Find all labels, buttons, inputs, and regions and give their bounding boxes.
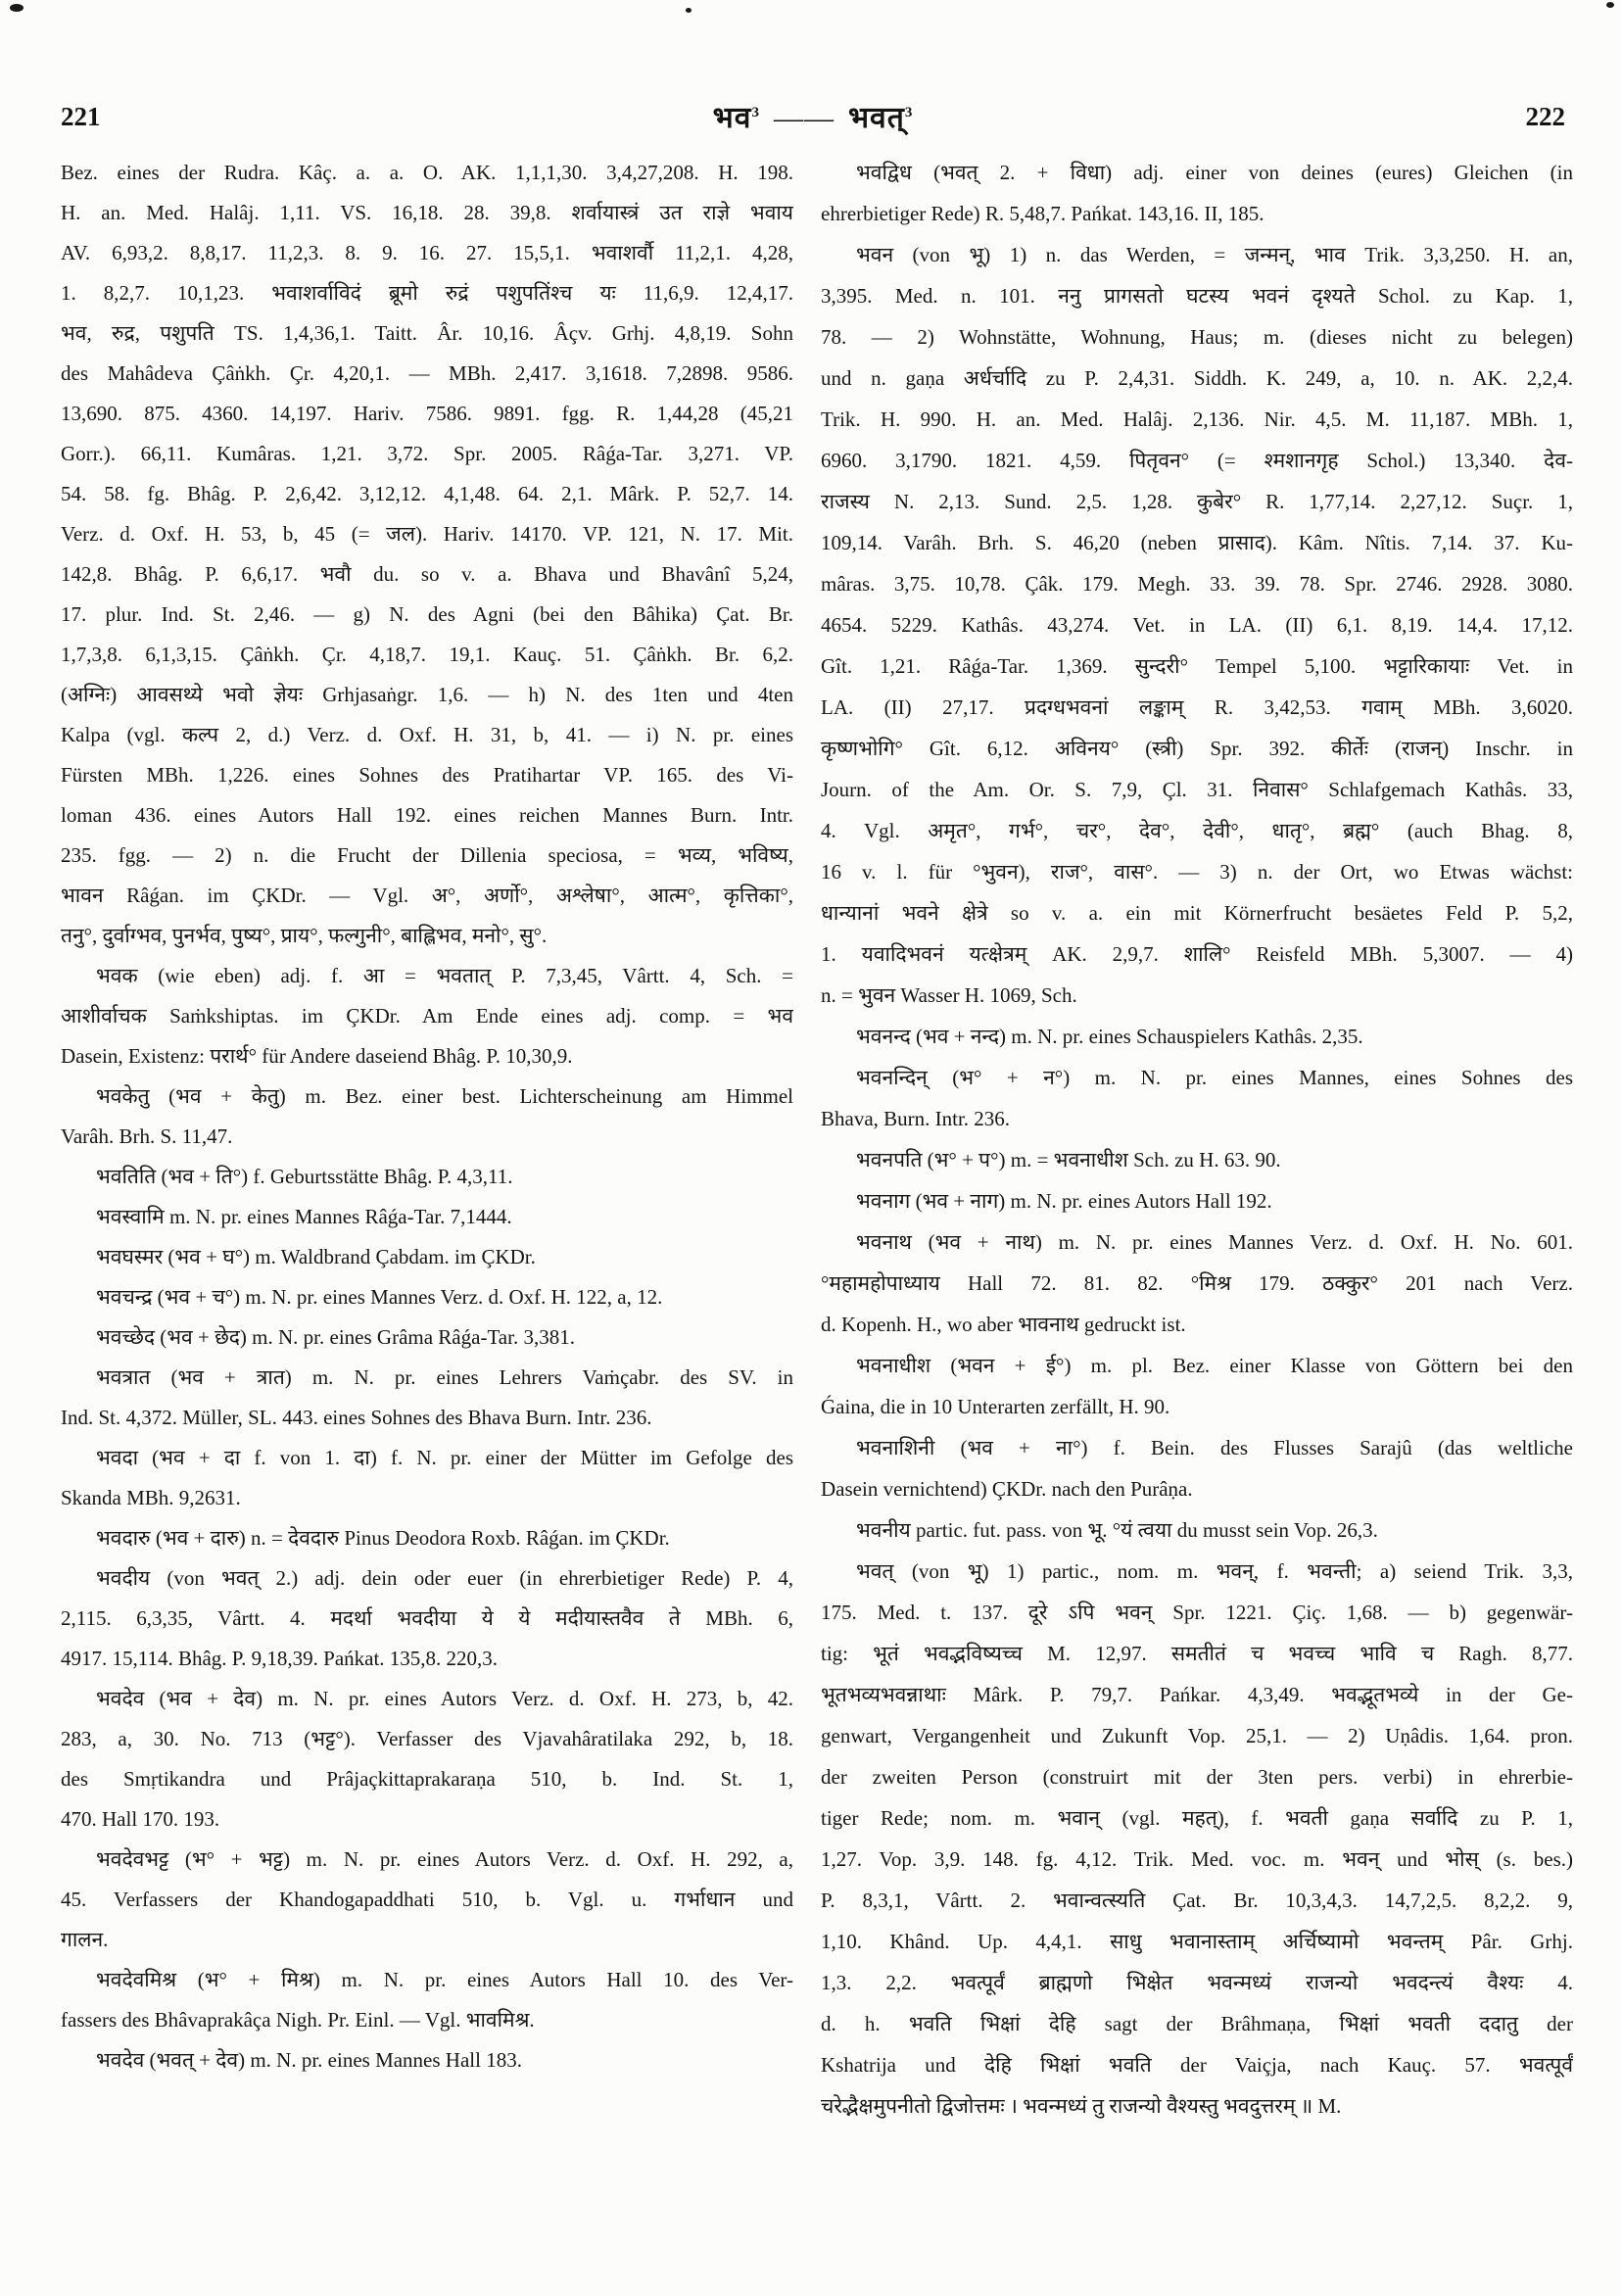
running-head-accent: 3 xyxy=(904,105,914,120)
scan-noise-speck xyxy=(10,4,24,12)
text-line: mâras. 3,75. 10,78. Çâk. 179. Megh. 33. 39. 78. Spr. 2746. 2928. 3080. xyxy=(821,572,1573,596)
text-line: भवघस्मर (भव + घ°) m. Waldbrand Çabdam. im ÇKDr. xyxy=(96,1245,536,1268)
text-line: 78. — 2) Wohnstätte, Wohnung, Haus; m. (dieses nicht zu belegen) xyxy=(821,325,1573,349)
text-line: 3,395. Med. n. 101. ननु प्रागसतो घटस्य भवनं दृश्यते Schol. zu Kap. 1, xyxy=(821,284,1573,308)
text-line: भवदारु (भव + दारु) n. = देवदारु Pinus Deodora Roxb. Râǵan. im ÇKDr. xyxy=(96,1526,670,1550)
text-line: भवद्विध (भवत् 2. + विधा) adj. einer von deines (eures) Gleichen (in xyxy=(856,161,1573,184)
text-line: 1,7,3,8. 6,1,3,15. Çâṅkh. Çr. 4,18,7. 19,1. Kauç. 51. Çâṅkh. Br. 6,2. xyxy=(61,643,793,666)
text-line: (अग्निः) आवसथ्ये भवो ज्ञेयः Grhjasaṅgr. 1,6. — h) N. des 1ten und 4ten xyxy=(61,683,793,706)
text-line: भवतिति (भव + ति°) f. Geburtsstätte Bhâg. P. 4,3,11. xyxy=(96,1165,513,1188)
text-line: Skanda MBh. 9,2631. xyxy=(61,1486,241,1509)
text-line: des Mahâdeva Çâṅkh. Çr. 4,20,1. — MBh. 2,417. 3,1618. 7,2898. 9586. xyxy=(61,361,793,385)
text-line: 4654. 5229. Kathâs. 43,274. Vet. in LA. (II) 6,1. 8,19. 14,4. 17,12. xyxy=(821,613,1573,637)
text-line: भवदेव (भव + देव) m. N. pr. eines Autors Verz. d. Oxf. H. 273, b, 42. xyxy=(96,1687,793,1710)
text-line: Bhava, Burn. Intr. 236. xyxy=(821,1107,1011,1130)
text-line: भवस्वामि m. N. pr. eines Mannes Râǵa-Tar. 7,1444. xyxy=(96,1205,512,1228)
page-number-right: 222 xyxy=(1525,102,1565,131)
running-head-accent: 3 xyxy=(751,105,760,120)
text-line: 1. 8,2,7. 10,1,23. भवाशर्वाविदं ब्रूमो रुद्रं पशुपतिंश्च यः 11,6,9. 12,4,17. xyxy=(61,281,793,305)
text-line: 4917. 15,114. Bhâg. P. 9,18,39. Pańkat. 135,8. 220,3. xyxy=(61,1647,499,1670)
scan-noise-speck xyxy=(1606,2,1614,8)
text-line: AV. 6,93,2. 8,8,17. 11,2,3. 8. 9. 16. 27. 15,5,1. भवाशर्वौ 11,2,1. 4,28, xyxy=(61,241,793,264)
text-line: भवदेव (भवत् + देव) m. N. pr. eines Mannes Hall 183. xyxy=(96,2048,522,2072)
text-line: भवदेवभट्ट (भ° + भट्ट) m. N. pr. eines Autors Verz. d. Oxf. H. 292, a, xyxy=(96,1847,793,1871)
text-line: Fürsten MBh. 1,226. eines Sohnes des Pratihartar VP. 165. des Vi- xyxy=(61,763,793,787)
text-line: Kalpa (vgl. कल्प 2, d.) Verz. d. Oxf. H. 31, b, 41. — i) N. pr. eines xyxy=(61,723,793,746)
text-line: 4. Vgl. अमृत°, गर्भ°, चर°, देव°, देवी°, धातृ°, ब्रह्म° (auch Bhag. 8, xyxy=(821,819,1573,842)
text-line: 1,3. 2,2. भवत्पूर्वं ब्राह्मणो भिक्षेत भवन्मध्यं राजन्यो भवदन्त्यं वैश्यः 4. xyxy=(821,1971,1573,1994)
text-line: 17. plur. Ind. St. 2,46. — g) N. des Agni (bei den Bâhika) Çat. Br. xyxy=(61,602,793,626)
text-line: 1,10. Khând. Up. 4,4,1. साधु भवानास्ताम् अर्चिष्यामो भवन्तम् Pâr. Grhj. xyxy=(821,1930,1573,1953)
text-line: 13,690. 875. 4360. 14,197. Hariv. 7586. 9891. fgg. R. 1,44,28 (45,21 xyxy=(61,402,793,425)
page-number-left: 221 xyxy=(61,102,101,131)
text-line: der zweiten Person (construirt mit der 3ten pers. verbi) in ehrerbie- xyxy=(821,1765,1573,1789)
text-line: d. h. भवति भिक्षां देहि sagt der Brâhmaṇa, भिक्षां भवती ददातु der xyxy=(821,2012,1573,2035)
text-line: Dasein, Existenz: परार्थ° für Andere daseiend Bhâg. P. 10,30,9. xyxy=(61,1044,573,1068)
text-line: 142,8. Bhâg. P. 6,6,17. भवौ du. so v. a. Bhava und Bhavânî 5,24, xyxy=(61,562,793,586)
text-line: Bez. eines der Rudra. Kâç. a. a. O. AK. 1,1,1,30. 3,4,27,208. H. 198. xyxy=(61,161,793,184)
text-line: fassers des Bhâvaprakâça Nigh. Pr. Einl. — Vgl. भावमिश्र. xyxy=(61,2008,535,2032)
text-line: 1,27. Vop. 3,9. 148. fg. 4,12. Trik. Med. voc. m. भवन् und भोस् (s. bes.) xyxy=(821,1847,1573,1871)
text-line: 175. Med. t. 137. दूरे ऽपि भवन् Spr. 1221. Çiç. 1,68. — b) gegenwär- xyxy=(821,1601,1573,1624)
text-line: भूतभव्यभवन्नाथाः Mârk. P. 79,7. Pańkar. 4,3,49. भवद्भूतभव्ये in der Ge- xyxy=(821,1683,1573,1706)
text-line: genwart, Vergangenheit und Zukunft Vop. 25,1. — 2) Uṇâdis. 1,64. pron. xyxy=(821,1724,1573,1747)
running-head-word-last: भवत् xyxy=(847,102,905,134)
text-line: des Smṛtikandra und Prâjaçkittaprakaraṇa 510, b. Ind. St. 1, xyxy=(61,1767,793,1791)
text-line: Kshatrija und देहि भिक्षां भवति der Vaiçja, nach Kauç. 57. भवत्पूर्वं xyxy=(821,2053,1573,2077)
running-head-word-first: भव xyxy=(712,102,752,134)
text-column-right xyxy=(821,153,1573,2128)
text-line: भवनन्दिन् (भ° + न°) m. N. pr. eines Mannes, eines Sohnes des xyxy=(856,1066,1573,1089)
text-line: भवत्रात (भव + त्रात) m. N. pr. eines Lehrers Vaṁçabr. des SV. in xyxy=(96,1365,793,1389)
text-line: ehrerbietiger Rede) R. 5,48,7. Pańkat. 143,16. II, 185. xyxy=(821,202,1264,225)
text-line: 235. fgg. — 2) n. die Frucht der Dillenia speciosa, = भव्य, भविष्य, xyxy=(61,843,793,867)
text-line: Verz. d. Oxf. H. 53, b, 45 (= जल). Hariv. 14170. VP. 121, N. 17. Mit. xyxy=(61,522,793,546)
text-line: 109,14. Varâh. Brh. S. 46,20 (neben प्रासाद). Kâm. Nîtis. 7,14. 37. Ku- xyxy=(821,531,1573,554)
text-line: 2,115. 6,3,35, Vârtt. 4. मदर्था भवदीया ये ये मदीयास्तवैव ते MBh. 6, xyxy=(61,1606,793,1630)
text-line: loman 436. eines Autors Hall 192. eines reichen Mannes Burn. Intr. xyxy=(61,803,793,827)
text-line: n. = भुवन Wasser H. 1069, Sch. xyxy=(821,983,1077,1007)
text-line: भवनीय partic. fut. pass. von भू. °यं त्वया du musst sein Vop. 26,3. xyxy=(856,1518,1378,1542)
text-line: 6960. 3,1790. 1821. 4,59. पितृवन° (= श्मशानगृह Schol.) 13,340. देव- xyxy=(821,449,1573,472)
text-line: °महामहोपाध्याय Hall 72. 81. 82. °मिश्र 179. ठक्कुर° 201 nach Verz. xyxy=(821,1271,1573,1295)
text-line: भवदीय (von भवत् 2.) adj. dein oder euer (in ehrerbietiger Rede) P. 4, xyxy=(96,1566,793,1590)
text-line: 16 v. l. für °भुवन), राज°, वास°. — 3) n. der Ort, wo Etwas wächst: xyxy=(821,860,1573,884)
text-line: भवत् (von भू) 1) partic., nom. m. भवन्, f. भवन्ती; a) seiend Trik. 3,3, xyxy=(856,1559,1573,1583)
text-column-left xyxy=(61,153,793,2081)
running-head xyxy=(61,96,1565,136)
text-line: राजस्य N. 2,13. Sund. 2,5. 1,28. कुबेर° R. 1,77,14. 2,27,12. Suçr. 1, xyxy=(821,490,1573,513)
text-line: Gorr.). 66,11. Kumâras. 1,21. 3,72. Spr. 2005. Râǵa-Tar. 3,271. VP. xyxy=(61,442,793,465)
text-line: und n. gaṇa अर्धर्चादि zu P. 2,4,31. Siddh. K. 249, a, 10. n. AK. 2,2,4. xyxy=(821,366,1573,390)
text-line: Trik. H. 990. H. an. Med. Halâj. 2,136. Nir. 4,5. M. 11,187. MBh. 1, xyxy=(821,407,1573,431)
scan-noise-speck xyxy=(686,8,692,13)
text-line: 1. यवादिभवनं यत्क्षेत्रम् AK. 2,9,7. शालि° Reisfeld MBh. 5,3007. — 4) xyxy=(821,942,1573,966)
text-line: भवचन्द्र (भव + च°) m. N. pr. eines Mannes Verz. d. Oxf. H. 122, a, 12. xyxy=(96,1285,663,1309)
text-line: भव, रुद्र, पशुपति TS. 1,4,36,1. Taitt. Âr. 10,16. Âçv. Grhj. 4,8,19. Sohn xyxy=(61,321,793,345)
text-line: भवक (wie eben) adj. f. आ = भवतात् P. 7,3,45, Vârtt. 4, Sch. = xyxy=(96,964,793,987)
text-line: tiger Rede; nom. m. भवान् (vgl. महत्), f. भवती gaṇa सर्वादि zu P. 1, xyxy=(821,1806,1573,1830)
text-line: धान्यानां भवने क्षेत्रे so v. a. ein mit Körnerfrucht besäetes Feld P. 5,2, xyxy=(821,901,1573,925)
text-line: भवनाशिनी (भव + ना°) f. Bein. des Flusses Sarajû (das weltliche xyxy=(856,1436,1573,1459)
text-line: आशीर्वाचक Saṁkshiptas. im ÇKDr. Am Ende eines adj. comp. = भव xyxy=(61,1004,793,1028)
text-line: 54. 58. fg. Bhâg. P. 2,6,42. 3,12,12. 4,1,48. 64. 2,1. Mârk. P. 52,7. 14. xyxy=(61,482,793,505)
text-line: भावन Râǵan. im ÇKDr. — Vgl. अ°, अर्णो°, अश्लेषा°, आत्म°, कृत्तिका°, xyxy=(61,884,793,907)
text-line: भवदेवमिश्र (भ° + मिश्र) m. N. pr. eines Autors Hall 10. des Ver- xyxy=(96,1968,793,1991)
text-line: तनु°, दुर्वाग्भव, पुनर्भव, पुष्य°, प्राय°, फल्गुनी°, बाह्लिभव, मनो°, सु°. xyxy=(61,924,548,947)
text-line: Varâh. Brh. S. 11,47. xyxy=(61,1124,233,1148)
text-line: H. an. Med. Halâj. 1,11. VS. 16,18. 28. 39,8. शर्वायास्त्रं उत राज्ञे भवाय xyxy=(61,201,793,224)
text-line: भवनन्द (भव + नन्द) m. N. pr. eines Schauspielers Kathâs. 2,35. xyxy=(856,1025,1363,1048)
text-line: Ind. St. 4,372. Müller, SL. 443. eines Sohnes des Bhava Burn. Intr. 236. xyxy=(61,1406,652,1429)
text-line: भवनाग (भव + नाग) m. N. pr. eines Autors Hall 192. xyxy=(856,1189,1272,1213)
text-line: tig: भूतं भवद्भविष्यच्च M. 12,97. समतीतं च भवच्च भावि च Ragh. 8,77. xyxy=(821,1642,1573,1665)
page-header xyxy=(61,96,1565,139)
text-line: Journ. of the Am. Or. S. 7,9, Çl. 31. निवास° Schlafgemach Kathâs. 33, xyxy=(821,778,1573,801)
text-line: चरेद्भैक्षमुपनीतो द्विजोत्तमः । भवन्मध्यं तु राजन्यो वैश्यस्तु भवदुत्तरम् ॥ M. xyxy=(821,2094,1342,2118)
text-line: 283, a, 30. No. 713 (भट्ट°). Verfasser des Vjavahâratilaka 292, b, 18. xyxy=(61,1727,793,1750)
text-line: भवकेतु (भव + केतु) m. Bez. einer best. Lichterscheinung am Himmel xyxy=(96,1084,793,1108)
running-head-dash: —— xyxy=(773,102,835,134)
text-line: भवनाथ (भव + नाथ) m. N. pr. eines Mannes Verz. d. Oxf. H. No. 601. xyxy=(856,1230,1573,1254)
text-line: Dasein vernichtend) ÇKDr. nach den Purâṇa. xyxy=(821,1477,1193,1501)
text-line: भवदा (भव + दा f. von 1. दा) f. N. pr. einer der Mütter im Gefolge des xyxy=(96,1446,793,1469)
text-line: भवच्छेद (भव + छेद) m. N. pr. eines Grâma Râǵa-Tar. 3,381. xyxy=(96,1325,575,1349)
text-line: भवनाधीश (भवन + ई°) m. pl. Bez. einer Klasse von Göttern bei den xyxy=(856,1354,1573,1377)
text-line: कृष्णभोगि° Gît. 6,12. अविनय° (स्त्री) Spr. 392. कीर्तेः (राजन्) Inschr. in xyxy=(821,737,1573,760)
text-line: 470. Hall 170. 193. xyxy=(61,1807,220,1831)
text-line: भवन (von भू) 1) n. das Werden, = जन्मन्, भाव Trik. 3,3,250. H. an, xyxy=(856,243,1573,266)
text-line: भवनपति (भ° + प°) m. = भवनाधीश Sch. zu H. 63. 90. xyxy=(856,1148,1281,1172)
text-line: P. 8,3,1, Vârtt. 2. भवान्वत्स्यति Çat. Br. 10,3,4,3. 14,7,2,5. 8,2,2. 9, xyxy=(821,1889,1573,1912)
text-line: गालन. xyxy=(61,1928,109,1951)
text-line: LA. (II) 27,17. प्रदग्धभवनां लङ्काम् R. 3,42,53. गवाम् MBh. 3,6020. xyxy=(821,695,1573,719)
text-line: 45. Verfassers der Khandogapaddhati 510, b. Vgl. u. गर्भाधान und xyxy=(61,1888,793,1911)
text-line: d. Kopenh. H., wo aber भावनाथ gedruckt ist. xyxy=(821,1313,1186,1336)
text-line: Ǵaina, die in 10 Unterarten zerfällt, H. 90. xyxy=(821,1395,1170,1418)
text-line: Gît. 1,21. Râǵa-Tar. 1,369. सुन्दरी° Tempel 5,100. भट्टारिकायाः Vet. in xyxy=(821,654,1573,678)
